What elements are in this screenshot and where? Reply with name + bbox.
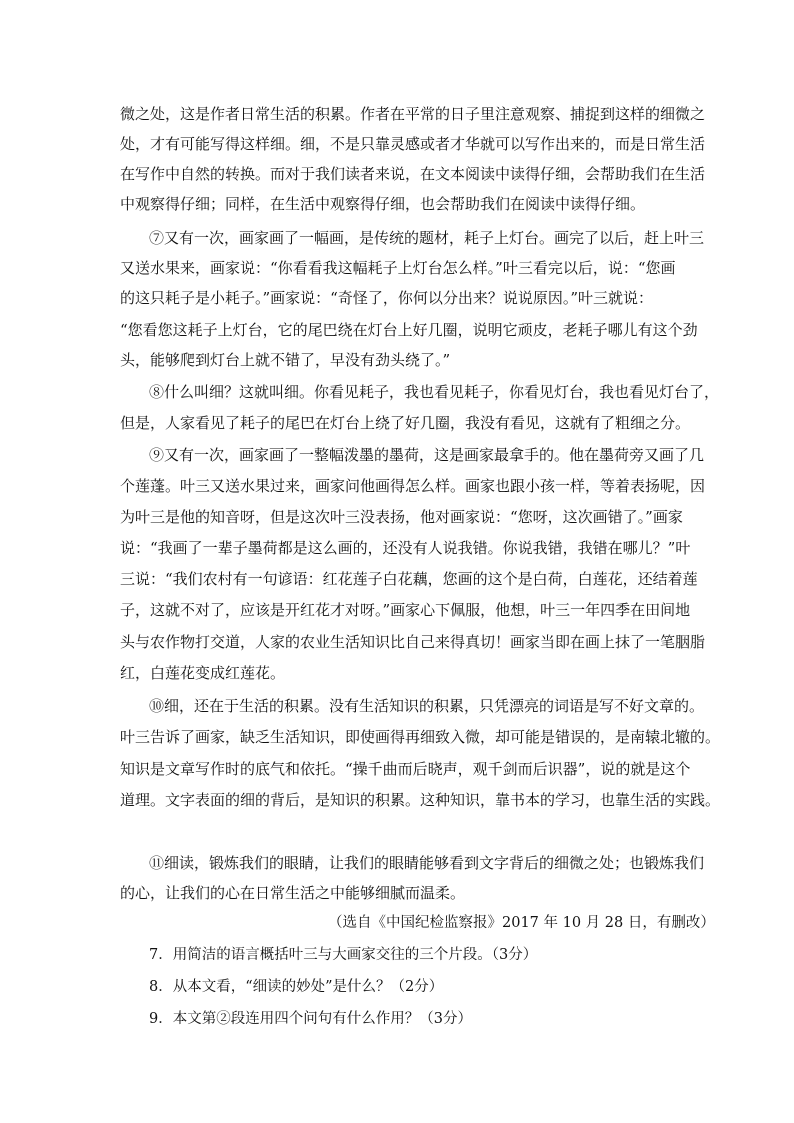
text-line: 的心，让我们的心在日常生活之中能够细腻而温柔。: [120, 884, 466, 902]
text-line: 处，才有可能写得这样细。细，不是只靠灵感或者才华就可以写作出来的，而是日常生活: [120, 135, 706, 153]
source-citation: （选自《中国纪检监察报》2017 年 10 月 28 日，有删改）: [328, 915, 715, 931]
text-line: 道理。文字表面的细的背后，是知识的积累。这种知识，靠书本的学习，也靠生活的实践。: [120, 791, 721, 809]
paragraph-7-first-line: ⑦又有一次，画家画了一幅画，是传统的题材，耗子上灯台。画完了以后，赶上叶三: [149, 229, 705, 247]
paragraph-8-first-line: ⑧什么叫细？这就叫细。你看见耗子，我也看见耗子，你看见灯台，我也看见灯台了，: [149, 383, 720, 401]
text-line: 的这只耗子是小耗子。”画家说：“奇怪了，你何以分出来？说说原因。”叶三就说：: [120, 289, 654, 307]
question-7: 7．用简洁的语言概括叶三与大画家交往的三个片段。（3分）: [149, 947, 538, 963]
text-line: 个莲蓬。叶三又送水果过来，画家问他画得怎么样。画家也跟小孩一样，等着表扬呢，因: [120, 477, 706, 495]
paragraph-9-first-line: ⑨又有一次，画家画了一整幅泼墨的墨荷，这是画家最拿手的。他在墨荷旁又画了几: [149, 446, 705, 464]
text-line: 说：“我画了一辈子墨荷都是这么画的，还没有人说我错。你说我错，我错在哪儿？”叶: [120, 539, 691, 557]
paragraph-11-first-line: ⑪细读，锻炼我们的眼睛，让我们的眼睛能够看到文字背后的细微之处；也锻炼我们: [149, 854, 705, 872]
text-line: 但是，人家看见了耗子的尾巴在灯台上绕了好几圈，我没有看见，这就有了粗细之分。: [120, 414, 691, 432]
text-line: 中观察得仔细；同样，在生活中观察得仔细，也会帮助我们在阅读中读得仔细。: [120, 195, 646, 213]
question-8: 8．从本文看，“细读的妙处”是什么？（2分）: [149, 979, 444, 995]
text-line: 子，这就不对了，应该是开红花才对呀。”画家心下佩服，他想，叶三一年四季在田间地: [120, 601, 691, 619]
question-9: 9．本文第②段连用四个问句有什么作用？（3分）: [149, 1011, 472, 1027]
text-line: 三说：“我们农村有一句谚语：红花莲子白花藕，您画的这个是白荷，白莲花，还结着莲: [120, 570, 698, 588]
text-line: 又送水果来，画家说：“你看看我这幅耗子上灯台怎么样。”叶三看完以后，说：“您画: [120, 259, 676, 277]
text-line: 头与农作物打交道，人家的农业生活知识比自己来得真切！画家当即在画上抹了一笔胭脂: [120, 633, 706, 651]
text-line: 头，能够爬到灯台上就不错了，早没有劲头绕了。”: [120, 351, 451, 369]
text-line: 微之处，这是作者日常生活的积累。作者在平常的日子里注意观察、捕捉到这样的细微之: [120, 105, 706, 123]
text-line: 知识是文章写作时的底气和依托。“操千曲而后晓声，观千剑而后识器”，说的就是这个: [120, 760, 691, 778]
text-line: “您看您这耗子上灯台，它的尾巴绕在灯台上好几圈，说明它顽皮，老耗子哪儿有这个劲: [120, 321, 698, 339]
text-line: 红，白莲花变成红莲花。: [120, 664, 286, 682]
text-line: 叶三告诉了画家，缺乏生活知识，即使画得再细致入微，却可能是错误的，是南辕北辙的。: [120, 728, 721, 746]
text-line: 在写作中自然的转换。而对于我们读者来说，在文本阅读中读得仔细，会帮助我们在生活: [120, 165, 706, 183]
paragraph-10-first-line: ⑩细，还在于生活的积累。没有生活知识的积累，只凭漂亮的词语是写不好文章的。: [149, 697, 705, 715]
text-line: 为叶三是他的知音呀，但是这次叶三没表扬，他对画家说：“您呀，这次画错了。”画家: [120, 508, 683, 526]
